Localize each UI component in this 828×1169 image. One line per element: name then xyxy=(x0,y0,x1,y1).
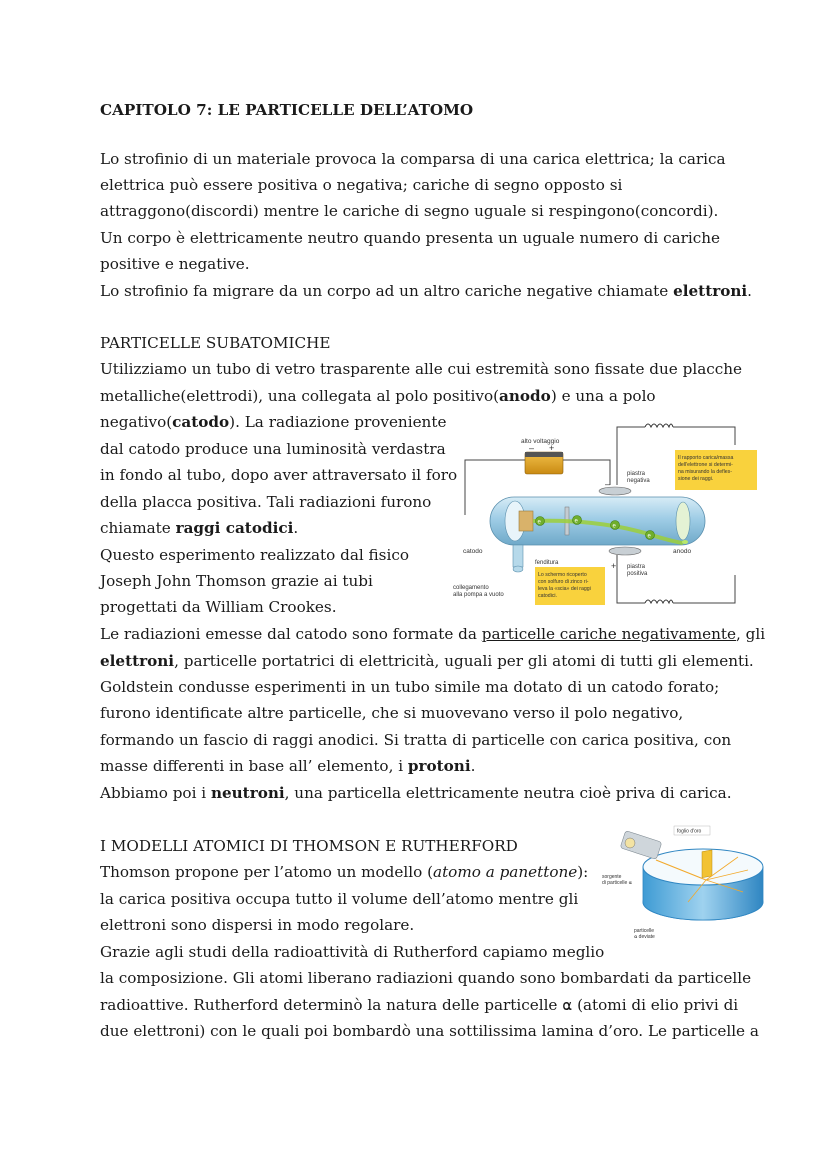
bold-term: catodo xyxy=(172,413,230,431)
info-box-text: con solfuro di zinco ri- xyxy=(538,579,589,585)
intro-line: attraggono(discordi) mentre le cariche di segno uguale si respingono(concordi). xyxy=(100,202,719,220)
paragraph-line: la carica positiva occupa tutto il volume dell’atomo mentre gli xyxy=(100,890,579,908)
label-particelle-deviate: particelle xyxy=(634,928,655,934)
paragraph-line: radioattive. Rutherford determinò la natura delle particelle ⍺ (atomi di elio privi di xyxy=(100,996,739,1014)
paragraph-line: progettati da William Crookes. xyxy=(100,598,337,616)
label-catodo: catodo xyxy=(463,548,483,555)
paragraph-line: Joseph John Thomson grazie ai tubi xyxy=(100,572,373,590)
paragraph-line: elettroni sono dispersi in modo regolare. xyxy=(100,916,415,934)
coil-icon xyxy=(645,600,673,603)
info-box-text: leva la «scia» dei raggi xyxy=(538,586,591,592)
label-piastra-negativa: negativa xyxy=(627,478,650,484)
negative-plate xyxy=(599,487,631,495)
intro-line: elettrica può essere positiva o negativa; cariche di segno opposto si xyxy=(100,176,623,194)
paragraph-line: dal catodo produce una luminosità verdastra xyxy=(100,440,446,458)
text: Le radiazioni emesse dal catodo sono formate da xyxy=(100,625,482,643)
paragraph-line xyxy=(100,621,765,647)
electron-label: e xyxy=(612,523,616,530)
text: masse differenti in base all’ elemento, i xyxy=(100,757,408,775)
info-box-text: Il rapporto carica/massa xyxy=(678,455,734,461)
paragraph-line: formando un fascio di raggi anodici. Si tratta di particelle con carica positiva, con xyxy=(100,731,732,749)
wire xyxy=(673,575,735,603)
plate-minus: – xyxy=(605,479,611,489)
intro-line: Un corpo è elettricamente neutro quando presenta un uguale numero di cariche xyxy=(100,229,721,247)
info-box-text: Lo schermo ricoperto xyxy=(538,572,587,578)
text: negativo( xyxy=(100,413,173,431)
section-heading-models: I MODELLI ATOMICI DI THOMSON E RUTHERFORD xyxy=(100,837,518,855)
paragraph-line xyxy=(100,780,732,806)
bold-term: elettroni xyxy=(100,652,175,670)
paragraph-line: Goldstein condusse esperimenti in un tubo simile ma dotato di un catodo forato; xyxy=(100,678,720,696)
paragraph-line xyxy=(100,753,475,779)
electron-label: e xyxy=(537,519,541,526)
bold-term: elettroni xyxy=(673,282,748,300)
page-title: CAPITOLO 7: LE PARTICELLE DELL’ATOMO xyxy=(100,101,474,119)
paragraph-line: la composizione. Gli atomi liberano radiazioni quando sono bombardati da particelle xyxy=(100,969,752,987)
rutherford-experiment-figure xyxy=(598,822,768,947)
text: ) e una a polo xyxy=(550,387,656,405)
paragraph-line: furono identificate altre particelle, che si muovevano verso il polo negativo, xyxy=(100,704,684,722)
wire xyxy=(617,555,645,603)
text: . xyxy=(470,757,476,775)
text: Abbiamo poi i xyxy=(100,784,211,802)
wire xyxy=(563,460,610,485)
paragraph-line: in fondo al tubo, dopo aver attraversato il foro xyxy=(100,466,458,484)
wire xyxy=(673,427,735,445)
label-sorgente: di particelle ⍺ xyxy=(602,880,632,886)
italic-term: atomo a panettone xyxy=(433,863,578,881)
battery-minus: – xyxy=(529,443,535,453)
coil-icon xyxy=(645,424,673,427)
label-sorgente: sorgente xyxy=(602,874,622,880)
cathode-ray-tube-figure xyxy=(445,415,763,615)
battery-plus: + xyxy=(549,443,555,453)
label-piastra-positiva: positiva xyxy=(627,571,648,577)
label-fenditura: fenditura xyxy=(535,560,559,566)
paragraph-line: due elettroni) con le quali poi bombardò una sottilissima lamina d’oro. Le particelle a xyxy=(100,1022,759,1040)
text: , una particella elettricamente neutra cioè priva di carica. xyxy=(284,784,732,802)
intro-line: positive e negative. xyxy=(100,255,250,273)
label-collegamento: alla pompa a vuoto xyxy=(453,592,504,598)
positive-plate xyxy=(609,547,641,555)
bold-term: raggi catodici xyxy=(175,519,294,537)
paragraph-line xyxy=(100,648,754,674)
label-alto-voltaggio: alto voltaggio xyxy=(521,438,560,445)
fluorescent-screen xyxy=(676,502,690,540)
underlined-term: particelle cariche negativamente xyxy=(481,625,736,643)
bold-term: anodo xyxy=(499,387,551,405)
label-collegamento: collegamento xyxy=(453,585,489,591)
electron-label: e xyxy=(647,533,651,540)
bold-term: protoni xyxy=(407,757,471,775)
screen-glow xyxy=(682,540,688,544)
text: ): xyxy=(577,863,589,881)
paragraph-line: Questo esperimento realizzato dal fisico xyxy=(100,546,409,564)
info-box-text: dell'elettrone si determi- xyxy=(678,462,733,468)
info-box-text: na misurando la defles- xyxy=(678,469,732,475)
paragraph-line xyxy=(100,383,656,409)
section-heading-subatomic: PARTICELLE SUBATOMICHE xyxy=(100,334,331,352)
intro-line xyxy=(100,278,752,304)
paragraph-line: della placca positiva. Tali radiazioni furono xyxy=(100,493,432,511)
info-box-text: sione dei raggi. xyxy=(678,476,714,482)
bold-term: neutroni xyxy=(210,784,285,802)
text: chiamate xyxy=(100,519,176,537)
paragraph-line xyxy=(100,515,298,541)
label-anodo: anodo xyxy=(673,548,692,555)
vacuum-pump-end xyxy=(513,566,523,572)
text: metalliche(elettrodi), una collegata al polo positivo( xyxy=(100,387,500,405)
paragraph-line xyxy=(100,409,446,435)
text: , gli xyxy=(735,625,766,643)
label-foglio-oro: foglio d'oro xyxy=(677,828,702,835)
text: ). La radiazione proveniente xyxy=(229,413,447,431)
electron-label: e xyxy=(574,518,578,525)
gold-foil xyxy=(702,850,712,878)
paragraph-line xyxy=(100,859,588,885)
label-piastra-positiva: piastra xyxy=(627,564,646,570)
paragraph-line: Grazie agli studi della radioattività di Rutherford capiamo meglio xyxy=(100,943,605,961)
intro-line: Lo strofinio di un materiale provoca la comparsa di una carica elettrica; la carica xyxy=(100,150,726,168)
paragraph-line: Utilizziamo un tubo di vetro trasparente alle cui estremità sono fissate due placche xyxy=(100,360,743,378)
text: . xyxy=(747,282,752,300)
source-aperture xyxy=(625,838,635,848)
plate-plus: + xyxy=(611,561,617,571)
cathode-electrode xyxy=(519,511,533,531)
text: . xyxy=(293,519,299,537)
info-box-text: catodici. xyxy=(538,593,558,599)
text: , particelle portatrici di elettricità, uguali per gli atomi di tutti gli elementi. xyxy=(174,652,754,670)
text: Lo strofinio fa migrare da un corpo ad un altro cariche negative chiamate xyxy=(100,282,674,300)
vacuum-pump-port xyxy=(513,545,523,567)
label-particelle-deviate: ⍺ deviate xyxy=(634,934,655,940)
label-piastra-negativa: piastra xyxy=(627,471,646,477)
text: Thomson propone per l’atomo un modello ( xyxy=(100,863,434,881)
